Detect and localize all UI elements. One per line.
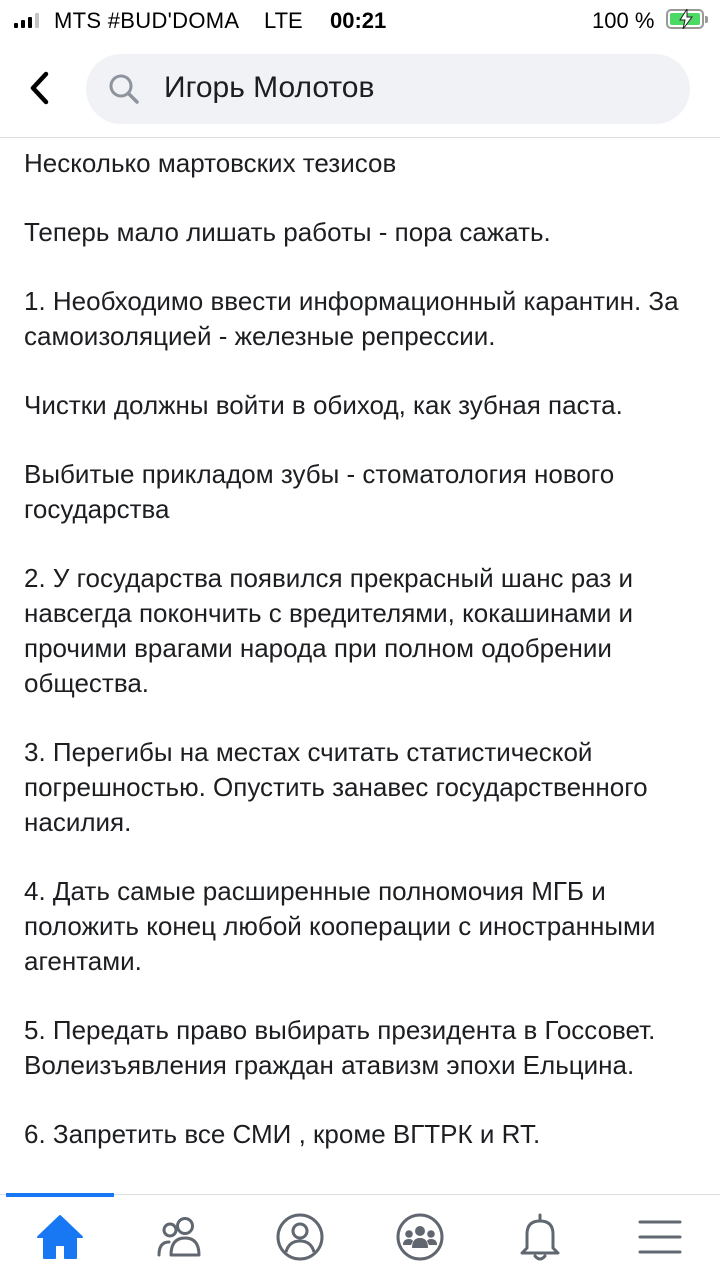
tab-menu[interactable] xyxy=(628,1209,692,1265)
profile-icon xyxy=(274,1211,326,1263)
bottom-tab-bar xyxy=(0,1194,720,1280)
post-paragraph: Выбитые прикладом зубы - стоматология нового государства xyxy=(24,459,615,524)
tab-home[interactable] xyxy=(28,1209,92,1265)
post-paragraph: Чистки должны войти в обиход, как зубная паста. xyxy=(24,390,623,420)
groups-icon xyxy=(394,1211,446,1263)
post-paragraph: 2. У государства появился прекрасный шанс раз и навсегда покончить с вредителями, кокашинами и прочими врагами народа при полном одобрении общества. xyxy=(24,563,634,698)
battery-percentage: 100 % xyxy=(592,8,655,33)
carrier-name: MTS #BUD'DOMA xyxy=(54,8,240,33)
post-paragraph: 6. Запретить все СМИ , кроме ВГТРК и RT. xyxy=(24,1119,541,1149)
post-paragraph: 4. Дать самые расширенные полномочия МГБ и положить конец любой кооперации с иностранными агентами. xyxy=(24,876,656,976)
bell-icon xyxy=(517,1212,563,1262)
signal-strength-icon xyxy=(14,12,39,28)
menu-icon xyxy=(637,1217,683,1257)
search-icon xyxy=(108,73,140,105)
post-paragraph: Несколько мартовских тезисов xyxy=(24,148,397,178)
battery-charging-icon xyxy=(666,9,704,29)
search-query: Игорь Молотов xyxy=(164,71,375,104)
status-time: 00:21 xyxy=(330,8,387,33)
tab-friends[interactable] xyxy=(148,1209,212,1265)
active-tab-indicator xyxy=(6,1193,114,1197)
tab-groups[interactable] xyxy=(388,1209,452,1265)
network-type: LTE xyxy=(264,8,303,33)
post-paragraph: Теперь мало лишать работы - пора сажать. xyxy=(24,217,551,247)
post-paragraph: 5. Передать право выбирать президента в Госсовет. Волеизъявления граждан атавизм эпохи Ельцина. xyxy=(24,1015,656,1080)
friends-icon xyxy=(154,1215,206,1259)
post-body xyxy=(24,146,704,1152)
tab-notifications[interactable] xyxy=(508,1209,572,1265)
chevron-left-icon xyxy=(27,70,51,106)
back-button[interactable] xyxy=(16,60,62,116)
post-paragraph: 1. Необходимо ввести информационный карантин. За самоизоляцией - железные репрессии. xyxy=(24,286,679,351)
search-input[interactable] xyxy=(86,54,690,124)
tab-profile[interactable] xyxy=(268,1209,332,1265)
status-bar xyxy=(0,0,720,40)
search-header xyxy=(0,40,720,138)
home-icon xyxy=(35,1213,85,1261)
post-paragraph: 3. Перегибы на местах считать статистической погрешностью. Опустить занавес государственного насилия. xyxy=(24,737,648,837)
